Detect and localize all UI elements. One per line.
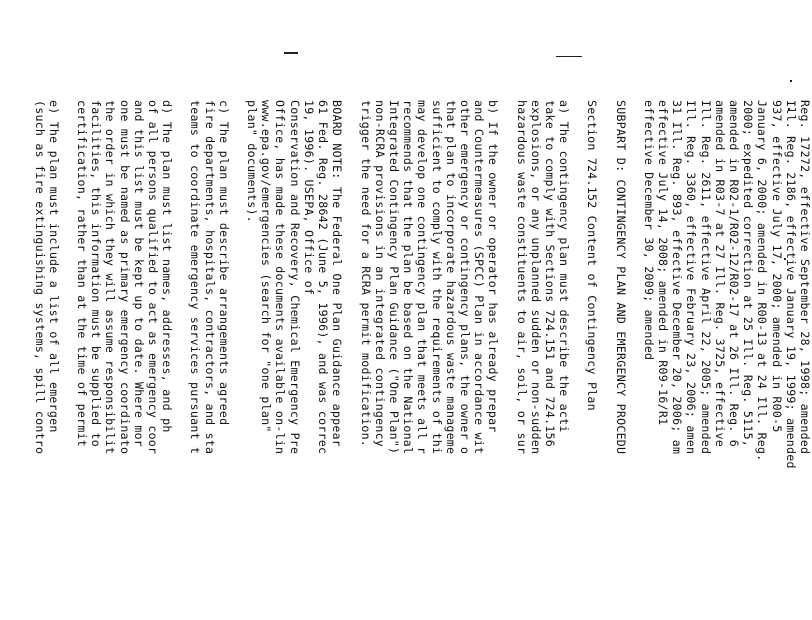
para-a-line: hazardous waste constituents to air, soil, or sur	[514, 100, 529, 455]
history-line: 2000; expedited correction at 25 Ill. Reg. 5115,	[741, 100, 756, 448]
history-line: effective December 30, 2009; amended	[641, 100, 656, 361]
para-d-line: the order in which they will assume responsibilit	[103, 100, 118, 455]
para-b-line: and Countermeasures (SPCC) Plan in accordance wit	[472, 100, 487, 455]
history-line: Ill. Reg. 2611, effective April 22, 2005; amended	[698, 100, 713, 455]
para-b-line: that plan to incorporate hazardous waste manageme	[443, 100, 458, 455]
para-d-line: of all persons qualified to act as emergency coor	[146, 100, 161, 455]
history-line: January 6, 2000; amended in R00-13 at 24 Ill. Reg.	[755, 100, 770, 462]
history-line: 31 Ill. Reg. 893, effective December 20, 2006; am	[670, 100, 685, 455]
para-e-line: (such as fire extinguishing systems, spill contro	[32, 100, 47, 455]
paragraph-c	[188, 100, 231, 620]
para-b-line: sufficient to comply with the requirements of thi	[429, 100, 444, 455]
para-b-line: Integrated Contingency Plan Guidance ("One Plan")	[386, 100, 401, 455]
para-c-line: fire departments, hospitals, contractors, and sta	[202, 100, 217, 455]
history-line: amended in R02-1/R02-12/R02-17 at 26 Ill. Reg. 6	[726, 100, 741, 448]
para-d-line: one must be named as primary emergency coordinato	[117, 100, 132, 455]
board-note	[245, 100, 344, 620]
para-b-line: non-RCRA provisions in an integrated contingency	[372, 100, 387, 448]
history-line: 937, effective July 17, 2000; amended in R00-5	[769, 100, 784, 433]
para-e-line: e) The plan must include a list of all emergen	[46, 100, 61, 433]
para-a-line: a) The contingency plan must describe the acti	[557, 100, 572, 433]
board-note-line: Office, has made these documents available on-lin	[273, 100, 288, 455]
scan-speck-1	[790, 80, 792, 82]
para-b-line: other emergency or contingency plans, the owner o	[457, 100, 472, 455]
para-b-line: b) If the owner or operator has already prepar	[486, 100, 501, 433]
para-a-line: explosions, or any unplanned sudden or non-sudden	[528, 100, 543, 455]
history-line: effective July 14, 2008; amended in R09-16/R1	[655, 100, 670, 426]
para-a-line: take to comply with Sections 724.151 and 724.156	[542, 100, 557, 448]
subpart-heading: SUBPART D: CONTINGENCY PLAN AND EMERGENCY PROCEDU	[613, 100, 628, 455]
section-heading: Section 724.152 Content of Contingency Plan	[585, 100, 600, 411]
board-note-line: www.epa.gov/emergencies (search for "one plan"	[259, 100, 274, 433]
history-block	[642, 100, 812, 620]
para-d-line: and this list must be kept up to date. Where mor	[131, 100, 146, 448]
board-note-line: Conservation and Recovery, Chemical Emergency Pre	[287, 100, 302, 455]
para-d-line: certification, rather than at the time of permit	[75, 100, 90, 448]
para-b-line: may develop one contingency plan that meets all r	[415, 100, 430, 455]
board-note-line: plan" documents).	[245, 100, 260, 223]
history-line: Ill. Reg. 3360, effective February 23, 2006; amen	[684, 100, 699, 455]
paragraph-d	[75, 100, 174, 620]
board-note-line: BOARD NOTE: The Federal One Plan Guidance appear	[330, 100, 345, 448]
board-note-line: 61 Fed. Reg. 28642 (June 5, 1996), and was correc	[316, 100, 331, 455]
para-d-line: d) The plan must list names, addresses, and ph	[160, 100, 175, 433]
history-line: amended in R03-7 at 27 Ill. Reg. 3725, effective	[712, 100, 727, 448]
history-line: Reg. 17272, effective September 28, 1998; amended	[798, 100, 812, 455]
rotated-document-text	[32, 100, 812, 620]
paragraph-e	[32, 100, 60, 620]
paragraph-b	[358, 100, 500, 620]
para-c-line: c) The plan must describe arrangements agreed	[216, 100, 231, 426]
scan-mark-left	[284, 52, 298, 54]
scan-mark-right	[556, 56, 582, 57]
para-d-line: facilities, this information must be supplied to	[89, 100, 104, 448]
para-c-line: teams to coordinate emergency services pursuant t	[188, 100, 203, 455]
board-note-line: 19, 1996). USEPA, Office of	[301, 100, 316, 296]
para-b-line: recommends that the plan be based on the National	[401, 100, 416, 455]
para-b-line: trigger the need for a RCRA permit modification.	[358, 100, 373, 448]
history-line: Ill. Reg. 2186, effective January 19, 1999; amended	[783, 100, 798, 469]
paragraph-a	[514, 100, 571, 620]
